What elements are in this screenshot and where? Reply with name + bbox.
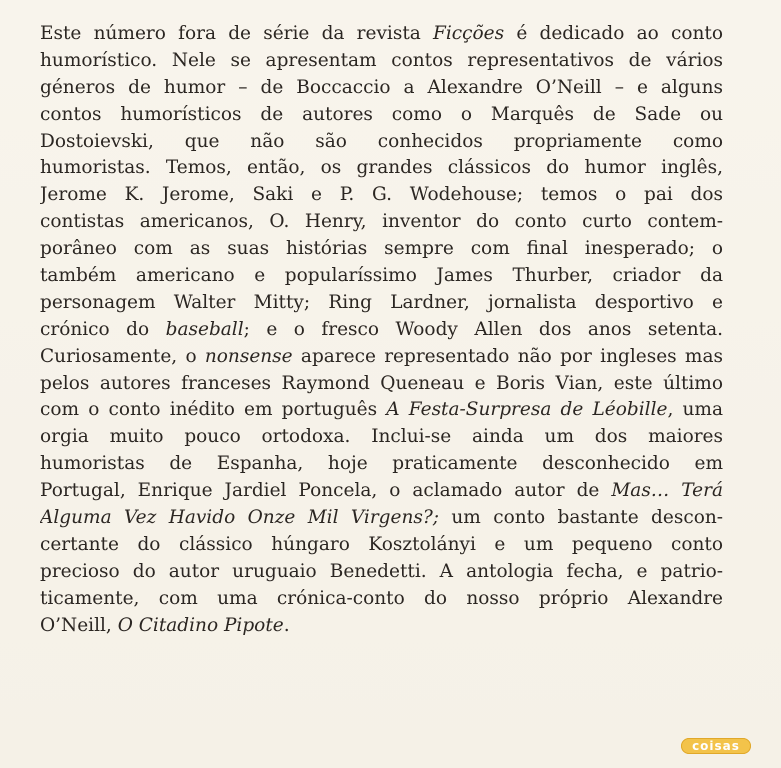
text-line (40, 505, 723, 532)
text-line (40, 451, 723, 478)
text-line (40, 48, 723, 75)
text-segment: porâneo com as suas histórias sempre com final inesperado; o (40, 238, 723, 260)
text-segment: Este número fora de série da revista (40, 23, 434, 44)
text-segment: com o conto inédito em português (40, 399, 387, 421)
text-segment: orgia muito pouco ortodoxa. Inclui-se ainda um dos maiores (40, 426, 723, 448)
text-segment: Dostoievski, que não são conhecidos propriamente como (40, 130, 723, 152)
text-segment: géneros de humor – de Boccaccio a Alexandre O’Neill – e alguns (40, 76, 723, 98)
text-line (40, 478, 723, 505)
text-line (40, 317, 723, 344)
text-segment: Curiosamente, o (40, 345, 205, 367)
text-segment: contistas americanos, O. Henry, inventor do conto curto contem- (40, 211, 723, 233)
italic-title: Ficções (433, 23, 505, 44)
text-segment: . (283, 614, 290, 636)
text-segment: ; e o fresco Woody Allen dos anos setenta. (243, 318, 723, 340)
text-line (40, 209, 723, 236)
text-line (40, 236, 723, 263)
text-segment: também americano e popularíssimo James Thurber, criador da (40, 265, 723, 287)
text-segment: Portugal, Enrique Jardiel Poncela, o aclamado autor de (40, 480, 612, 502)
text-segment: crónico do (40, 318, 166, 340)
text-segment: humorístico. Nele se apresentam contos representativos de vários (40, 49, 723, 71)
body-text (40, 21, 723, 639)
text-line (40, 344, 723, 371)
text-line (40, 263, 723, 290)
text-segment: O’Neill, (40, 614, 118, 636)
text-line (40, 21, 723, 48)
text-line (40, 559, 723, 586)
text-line (40, 613, 723, 640)
text-segment: humoristas de Espanha, hoje praticamente desconhecido em (40, 453, 723, 475)
text-segment: precioso do autor uruguaio Benedetti. A antologia fecha, e patrio- (40, 560, 723, 582)
text-line (40, 290, 723, 317)
text-line (40, 586, 723, 613)
text-segment: humoristas. Temos, então, os grandes clássicos do humor inglês, (40, 157, 723, 179)
text-segment: aparece representado não por ingleses mas (292, 345, 723, 367)
text-line (40, 397, 723, 424)
italic-title: nonsense (204, 345, 293, 367)
text-line (40, 75, 723, 102)
text-segment: , uma (667, 399, 723, 421)
text-line (40, 424, 723, 451)
text-segment: personagem Walter Mitty; Ring Lardner, jornalista desportivo e (40, 291, 723, 313)
text-segment: Jerome K. Jerome, Saki e P. G. Wodehouse; temos o pai dos (40, 184, 723, 206)
italic-title: A Festa-Surpresa de Léobille (386, 399, 668, 421)
text-line (40, 371, 723, 398)
text-segment: contos humorísticos de autores como o Marquês de Sade ou (40, 103, 723, 125)
text-line (40, 102, 723, 129)
text-line (40, 532, 723, 559)
text-segment: pelos autores franceses Raymond Queneau e Boris Vian, este último (40, 372, 723, 394)
text-segment: ticamente, com uma crónica-conto do nosso próprio Alexandre (40, 587, 723, 609)
italic-title: O Citadino Pipote (117, 614, 284, 636)
italic-title: Mas… Terá (611, 480, 723, 502)
text-segment: um conto bastante descon- (439, 507, 723, 529)
text-segment: certante do clássico húngaro Kosztolányi e um pequeno conto (40, 533, 723, 555)
text-line (40, 182, 723, 209)
italic-title: Alguma Vez Havido Onze Mil Virgens?; (40, 507, 440, 529)
italic-title: baseball (165, 318, 244, 340)
coisas-watermark: coisas (681, 738, 751, 754)
text-segment: é dedicado ao conto (504, 23, 723, 44)
text-line (40, 155, 723, 182)
text-line (40, 129, 723, 156)
